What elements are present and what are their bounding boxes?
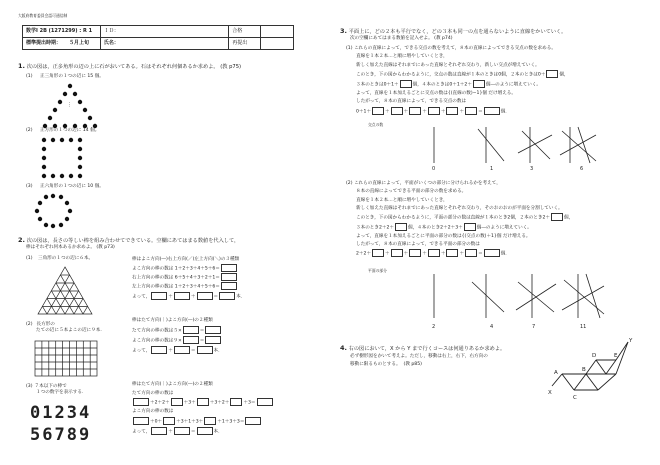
- q3-p1-line: (1) これらの直線によって，できる交点の数を考えて，８本の直線によってできる交点の数を求める。: [346, 46, 556, 51]
- q1-hexagon-figure: [34, 194, 74, 228]
- q2-p2-text: たての辺に５本よこの辺に９本.: [36, 327, 102, 333]
- q3-p1-line: このとき，下の図からわかるように，交点の数は直線が１本のときは0個，２本のときは0＋: [356, 72, 546, 78]
- q2-rectangle-grid: [34, 340, 98, 378]
- q3-p2-row-a: [356, 213, 573, 223]
- q3-p2-line: 個―のように増えていく。: [476, 225, 532, 231]
- q1-item-text: 正三角形の１つの辺に 15 個。: [39, 74, 104, 79]
- q2-p3-text: ７本以下の棒で: [34, 384, 67, 389]
- q3-p2-line: このとき，下の図からわかるように，平面の部分の数は直線が１本のとき2個，２本のとき2＋: [356, 215, 551, 221]
- answer-box[interactable]: [163, 417, 175, 425]
- answer-box[interactable]: [546, 70, 558, 78]
- pass-cell: 合格: [229, 26, 260, 38]
- answer-box[interactable]: [204, 417, 216, 425]
- point-label-d: D: [592, 353, 597, 359]
- q1-item-3: [26, 184, 104, 190]
- answer-box[interactable]: [205, 326, 221, 334]
- q3-p2-line: 個，４本のとき2＋2＋3＋: [408, 225, 463, 231]
- answer-box[interactable]: [171, 398, 183, 406]
- answer-box[interactable]: [484, 107, 500, 115]
- q2-p2-work: [132, 317, 222, 356]
- q2-p3-row-c: よって， ＋ ＝ 本.: [132, 427, 274, 437]
- q3-title: [340, 27, 566, 36]
- q4-text3-row: [350, 361, 488, 369]
- q2-p1-work: [132, 256, 242, 301]
- q3-p1-line: 直線を１本２本…と順に増やしていくとき，: [356, 54, 448, 60]
- q3-p1-line: ３本のときは0＋1＋: [356, 82, 399, 88]
- q3-p2-fig-label: 平面の部分: [368, 268, 387, 273]
- q2-p1-text: 三角形の１つの辺に６本。: [37, 256, 94, 261]
- q3-p1-count: 1: [490, 166, 494, 172]
- q3-p2-sum: 2＋2＋ ＋ ＋ ＋ ＋ ＋ ＝ 個.: [356, 249, 573, 259]
- answer-box[interactable]: [197, 292, 213, 300]
- header-table: [22, 25, 294, 50]
- q1-text: 次の図は，正多角形の辺の上に石がおいてある。石はそれぞれ何個あるか求めよ。: [26, 64, 219, 70]
- q3-p1-line: 個，４本のときは0＋1＋2＋: [412, 82, 472, 88]
- answer-box[interactable]: [174, 292, 190, 300]
- q3-p2-line: 個，: [564, 215, 574, 221]
- point-label-c: C: [573, 395, 577, 401]
- q3-p2-text: [346, 180, 573, 259]
- q2-p3-row-a: ＋2＋2＋ ＋3＋ ＋3＋2＋ ＋3＝: [132, 398, 274, 408]
- answer-box[interactable]: [372, 107, 384, 115]
- resubmit-stamp-cell: [260, 38, 293, 50]
- q1-title: [18, 62, 241, 71]
- q1-item-label: (2): [26, 128, 33, 133]
- answer-box[interactable]: [257, 398, 273, 406]
- deadline-value: ５月上旬: [69, 40, 90, 47]
- q1-item-label: (3): [26, 184, 33, 189]
- q3-p2-line: したがって，８本の直線によって，できる平面の部分の数は: [356, 242, 480, 248]
- answer-box[interactable]: [428, 249, 440, 257]
- answer-box[interactable]: [197, 346, 213, 354]
- q2-p1-line: よこ方向の棒の数は 1＋2＋3＋4＋5＋6＝: [132, 266, 220, 272]
- q3-title-line2: [350, 36, 453, 42]
- q2-p3-label: (3): [26, 384, 33, 389]
- answer-box[interactable]: [197, 398, 209, 406]
- q2-p1-line: 本.: [236, 294, 243, 300]
- q1-item-text: 正方形の１つの辺に 14 個。: [39, 128, 100, 133]
- answer-box[interactable]: [409, 249, 421, 257]
- q2-p3-text: １つの数字を表示する.: [36, 389, 84, 395]
- q2-title-line2: [26, 245, 115, 251]
- name-cell: 氏名：: [100, 38, 228, 50]
- q2-ref: (教 p73): [96, 245, 115, 250]
- pass-stamp-cell: [260, 26, 293, 38]
- q2-p2-line: 本.: [213, 348, 220, 353]
- q4-text2: 必ず樹形図をかいて考えよ。ただし，移動は右上，右下，右方向の: [350, 354, 488, 359]
- answer-box[interactable]: [221, 282, 237, 290]
- q3-p2-count: 7: [532, 324, 536, 330]
- q3-p1-line: 個.: [500, 109, 507, 115]
- answer-box[interactable]: [465, 249, 477, 257]
- q3-p2-line: 新しく加えた直線はそれまでにあった直線とそれぞれ交わり，そのおのおのが平面を分割していく。: [356, 205, 563, 211]
- answer-box[interactable]: [221, 264, 237, 272]
- q3-p1-line: 新しく加えた直線はそれまでにあった直線とそれぞれ交わり，新しい交点が増えていく。: [356, 62, 540, 68]
- q3-p1-text: [346, 45, 569, 117]
- answer-box[interactable]: [409, 107, 421, 115]
- q2-p3-work: [132, 381, 274, 437]
- q2-text2: 棒はそれぞれ何本あるか求めよ。: [26, 245, 95, 250]
- q2-p2-line: たて方向の棒の数は５×: [132, 328, 182, 333]
- q2-p3-line: よって，: [132, 429, 151, 435]
- q3-p2-line: よって，直線を１本加えるごとに平面の部分の数は{(交点の数)＋1}個 だけ増える。: [356, 233, 531, 239]
- q3-p1-fig-label: 交点の数: [368, 122, 384, 127]
- answer-box[interactable]: [465, 107, 477, 115]
- answer-box[interactable]: [400, 80, 412, 88]
- q3-p1-figures: [400, 125, 600, 171]
- q1-item-label: (1): [26, 74, 33, 79]
- answer-box[interactable]: [473, 80, 485, 88]
- q2-text: 次の図は，長さの等しい棒を組み合わせてできている。空欄にあてはまる数値を代入して，: [26, 238, 240, 244]
- q3-p1-row-b: [356, 80, 569, 90]
- q3-p2-row-b: [356, 223, 573, 233]
- answer-box[interactable]: [245, 417, 261, 425]
- q4-text3: 移動に限るものとする。: [350, 362, 401, 368]
- deadline-label: 標準提出時期：: [26, 40, 62, 47]
- q2-num: 2.: [18, 236, 25, 244]
- q2-title: [18, 236, 239, 245]
- q3-ref: (教 p74): [434, 36, 453, 41]
- q2-p2-line: 棒はたて方向(｜)よこ方向(―)の２種類: [132, 318, 213, 323]
- q2-p1-line: 棒はよこ方向(―)右上方向(／)左上方向(＼)の３種類: [132, 257, 240, 262]
- q2-p1-row-a: [132, 264, 242, 273]
- q4-title: [340, 344, 505, 353]
- q2-p1-row-d: よって， ＋ ＋ ＝ 本.: [132, 292, 242, 301]
- q1-square-figure: [40, 136, 84, 180]
- q2-p2-text: 長方形の: [36, 322, 55, 327]
- digit-display-bottom: 56789: [30, 425, 92, 445]
- q3-p2-line: ８本の直線によってできる平面の部分の数を求める。: [356, 189, 467, 195]
- q3-p2-line: ３本のとき2＋2＋: [356, 225, 395, 231]
- stones: [42, 138, 82, 178]
- resubmit-cell: 再提出: [229, 38, 260, 50]
- q2-p2-line: よこ方向の棒の数は９×: [132, 338, 182, 343]
- point-label-x: X: [548, 390, 552, 396]
- q2-p2-desc: [26, 322, 102, 333]
- q2-p1-line: よって，: [132, 294, 151, 300]
- q2-p1-line: 右上方向の棒の数は 6＋5＋4＋3＋2＋1＝: [132, 275, 220, 281]
- q1-item-1: [26, 74, 104, 80]
- q3-p2-count: 11: [580, 324, 587, 330]
- q3-p2-count: 2: [432, 324, 436, 330]
- q2-p2-row-b: よこ方向の棒の数は９× ＝: [132, 336, 222, 346]
- answer-box[interactable]: [205, 336, 221, 344]
- q3-p1-sum: 0＋1＋ ＋ ＋ ＋ ＋ ＋ ＝ 個.: [356, 107, 569, 117]
- q2-p1-desc: [26, 256, 93, 262]
- answer-box[interactable]: [446, 249, 458, 257]
- answer-box[interactable]: [151, 427, 167, 435]
- q3-p1-line: 個―のように増えていく。: [485, 82, 541, 88]
- q3-p2-figures: [400, 272, 610, 330]
- id-cell: ＩＤ：: [100, 26, 228, 38]
- q4-text: 右の図において，X から Y まで行くコースは何通りあるか求めよ。: [348, 346, 506, 352]
- q3-p1-count: 0: [432, 166, 436, 172]
- answer-box[interactable]: [174, 427, 190, 435]
- q3-p2-line: (2) これらの直線によって，平面がいくつの部分に分けられるかを考えて，: [346, 181, 501, 186]
- q2-p3-line: 本.: [213, 429, 220, 435]
- answer-box[interactable]: [484, 249, 500, 257]
- point-label-e: E: [614, 353, 618, 359]
- q4-ref: (教 p85): [403, 362, 422, 368]
- q3-p1-line: よって，直線を１本加えるごとに交点の数は{(直線の数)−1}個 だけ増える。: [356, 91, 516, 97]
- answer-box[interactable]: [151, 346, 167, 354]
- q2-p2-row-a: たて方向の棒の数は５× ＝: [132, 326, 222, 336]
- answer-box[interactable]: [183, 326, 199, 334]
- q3-p1-row-c: [356, 90, 569, 98]
- point-label-y: Y: [629, 338, 633, 344]
- answer-box[interactable]: [372, 249, 384, 257]
- answer-box[interactable]: [151, 292, 167, 300]
- answer-box[interactable]: [174, 346, 190, 354]
- q2-p3-row-b: ＋0＋ ＋3＋1＋3＋ ＋1＋3＋3＝: [132, 417, 274, 427]
- q3-p1-count: 3: [530, 166, 534, 172]
- deadline-cell: [23, 38, 101, 50]
- q4-num: 4.: [340, 344, 347, 352]
- q3-p1-row-a: [356, 70, 569, 80]
- subject-cell: 数学Ⅰ 2B (1271299) : R 1: [23, 26, 101, 38]
- q2-p1-row-c: [132, 282, 242, 291]
- q2-p2-row-c: よって， ＋ ＝ 本.: [132, 346, 222, 356]
- q2-p3-line: たて方向の棒の数は: [132, 390, 174, 396]
- q2-p2-line: よって，: [132, 348, 151, 353]
- answer-box[interactable]: [446, 107, 458, 115]
- q3-p2-count: 4: [490, 324, 494, 330]
- q1-item-2: [26, 128, 99, 134]
- answer-box[interactable]: [395, 223, 407, 231]
- svg-text:⋮: ⋮: [67, 102, 72, 108]
- answer-box[interactable]: [133, 398, 149, 406]
- q3-p1-line: したがって，８本の直線によって，できる交点の数は: [356, 99, 467, 105]
- q2-p3-desc: [26, 384, 83, 395]
- answer-box[interactable]: [197, 427, 213, 435]
- answer-box[interactable]: [219, 292, 235, 300]
- answer-box[interactable]: [133, 417, 149, 425]
- q2-p1-label: (1): [26, 256, 33, 261]
- q2-p1-row-b: [132, 273, 242, 282]
- q3-text: 平面上に，どの２本も平行でなく，どの３本も同一の点を通らないように直線をかいていく。: [348, 29, 567, 35]
- q1-ref: (教 p75): [220, 64, 242, 70]
- q3-p1-line: 個，: [559, 72, 569, 78]
- point-label-a: A: [554, 370, 558, 376]
- answer-box[interactable]: [428, 107, 440, 115]
- q3-text2: 次の空欄にあてはまる数値を記入せよ。: [350, 36, 433, 41]
- answer-box[interactable]: [183, 336, 199, 344]
- q1-item-text: 正六角形の１つの辺に 10 個。: [39, 184, 104, 189]
- answer-box[interactable]: [391, 107, 403, 115]
- q2-p1-line: 左上方向の棒の数は 1＋2＋3＋4＋5＋6＝: [132, 284, 220, 290]
- stones: [35, 194, 72, 228]
- q3-p1-count: 6: [580, 166, 584, 172]
- q3-num: 3.: [340, 27, 347, 35]
- q2-p2-label: (2): [26, 322, 33, 327]
- q3-p2-line: 直線を１本２本…と順に増やしていくとき，: [356, 197, 448, 203]
- answer-box[interactable]: [551, 213, 563, 221]
- q2-p3-line: よこ方向の棒の数は: [132, 409, 174, 415]
- answer-box[interactable]: [464, 223, 476, 231]
- q2-p3-line: 棒はたて方向(｜)よこ方向(―)の２種類: [132, 382, 213, 387]
- digit-display-top: 01234: [30, 403, 92, 423]
- q1-num: 1.: [18, 62, 25, 70]
- q4-route-figure: [548, 334, 634, 404]
- answer-box[interactable]: [221, 273, 237, 281]
- answer-box[interactable]: [391, 249, 403, 257]
- answer-box[interactable]: [230, 398, 242, 406]
- q4-text-block: [350, 353, 488, 369]
- q3-p2-line: 個.: [500, 251, 507, 257]
- q2-triangle-grid: [36, 266, 94, 316]
- point-label-b: B: [582, 367, 586, 373]
- school-name: 大阪府教育委員会認可通信制: [18, 13, 68, 18]
